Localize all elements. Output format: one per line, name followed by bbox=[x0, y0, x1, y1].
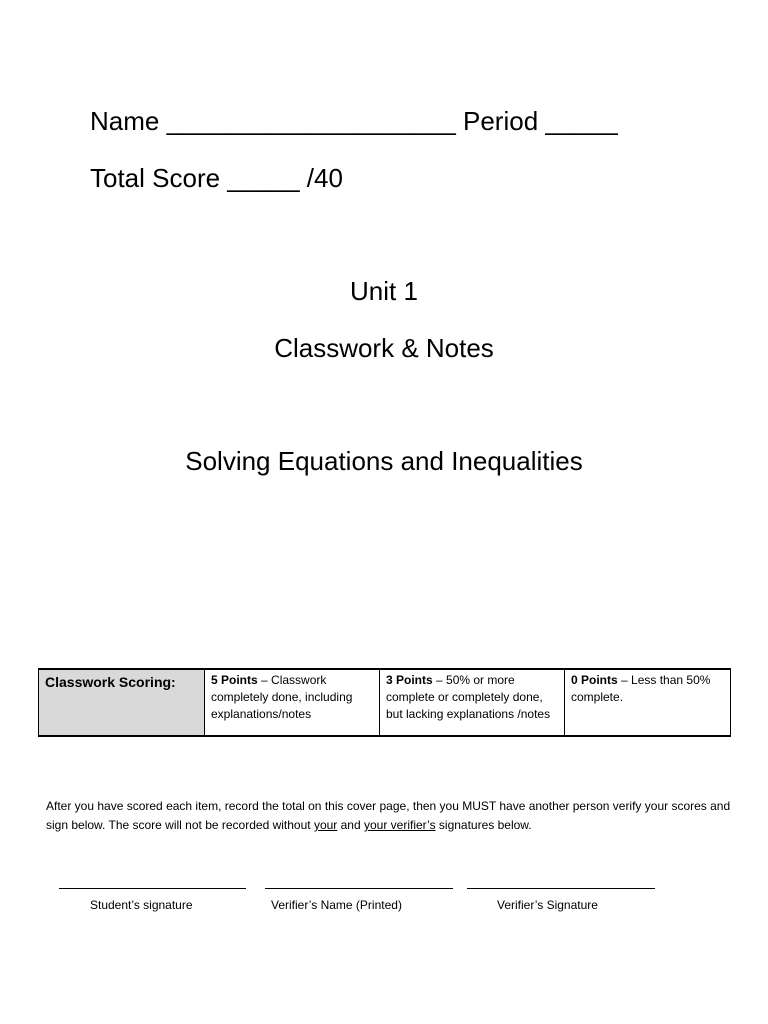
points-separator: – bbox=[257, 673, 272, 687]
points-label: 3 Points bbox=[386, 673, 433, 687]
scoring-cell-3-points bbox=[380, 669, 565, 736]
scoring-heading: Classwork Scoring: bbox=[39, 669, 205, 736]
verifier-name-label: Verifier’s Name (Printed) bbox=[271, 898, 402, 912]
instruction-underline-your: your bbox=[313, 818, 338, 832]
points-description: Less than 50% complete. bbox=[571, 673, 711, 704]
verifier-signature-line[interactable] bbox=[467, 888, 655, 889]
student-signature-line[interactable] bbox=[59, 888, 246, 889]
instruction-text: After you have scored each item, record the total on this cover page, then you MUST have another person verify your scores and sign below. The score will not be recorded without bbox=[46, 799, 731, 832]
topic-title: Solving Equations and Inequalities bbox=[185, 446, 583, 476]
points-label: 5 Points bbox=[211, 673, 258, 687]
instruction-text: signatures below. bbox=[435, 818, 532, 832]
scoring-cell-5-points bbox=[205, 669, 380, 736]
verification-instructions bbox=[46, 797, 736, 835]
scoring-table bbox=[38, 668, 731, 737]
points-description: Classwork completely done, including explanations/notes bbox=[211, 673, 353, 721]
instruction-text: and bbox=[337, 818, 364, 832]
student-signature-label: Student’s signature bbox=[90, 898, 193, 912]
points-separator: – bbox=[617, 673, 632, 687]
scoring-row bbox=[39, 669, 731, 736]
points-description: 50% or more complete or completely done, but lacking explanations /notes bbox=[386, 673, 551, 721]
instruction-underline-verifier: your verifier’s bbox=[363, 818, 436, 832]
verifier-name-line[interactable] bbox=[265, 888, 453, 889]
scoring-cell-0-points bbox=[565, 669, 731, 736]
verifier-signature-label: Verifier’s Signature bbox=[497, 898, 598, 912]
points-label: 0 Points bbox=[571, 673, 618, 687]
unit-title: Unit 1 bbox=[350, 276, 418, 306]
name-period-line: Name ____________________ Period _____ bbox=[90, 106, 618, 136]
total-score-line: Total Score _____ /40 bbox=[90, 163, 343, 193]
points-separator: – bbox=[432, 673, 447, 687]
classwork-notes-title: Classwork & Notes bbox=[274, 333, 494, 363]
